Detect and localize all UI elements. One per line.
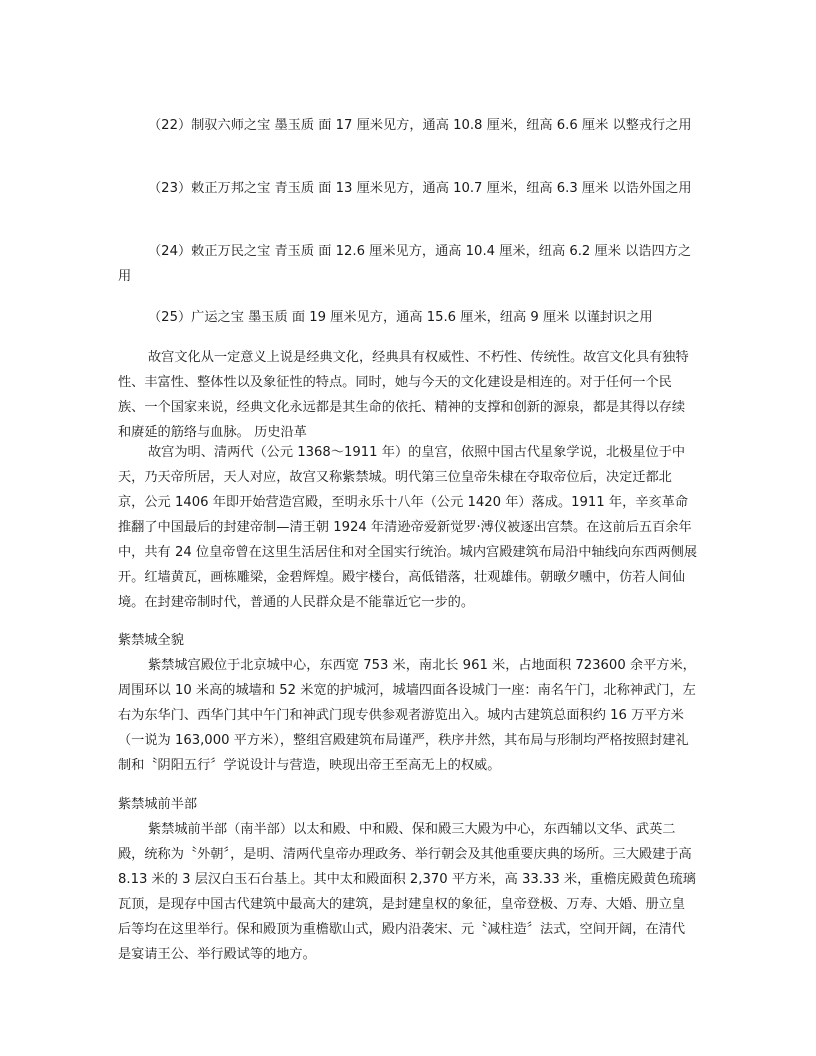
seal-entry-25: （25）广运之宝 墨玉质 面 19 厘米见方，通高 15.6 厘米，纽高 9 厘米 以谨封识之用 xyxy=(148,310,653,325)
culture-paragraph: 故宫文化从一定意义上说是经典文化，经典具有权威性、不朽性、传统性。故宫文化具有独特性、丰富性、整体性以及象征性的特点。同时，她与今天的文化建设是相连的。对于任何一个民族、一个国家来说，经典文化永远都是其生命的依托、精神的支撑和创新的源泉，都是其得以存续和赓延的筋络与血脉。 历史沿革 xyxy=(118,350,689,440)
overview-paragraph: 紫禁城宫殿位于北京城中心，东西宽 753 米，南北长 961 米，占地面积 723600 余平方米，周围环以 10 米高的城墙和 52 米宽的护城河，城墙四面各设城门一座：南名午门，北称神武门，左右为东华门、西华门其中午门和神武门现专供参观者游览出入。城内古建筑总面积约 16 万平方米（一说为 163,000 平方米），整组宫殿建筑布局谨严，秩序井然，其布局与形制均严格按照封建礼制和〝阴阳五行〞学说设计与营造，映现出帝王至高无上的权威。 xyxy=(118,658,696,773)
seal-entry-23: （23）敕正万邦之宝 青玉质 面 13 厘米见方，通高 10.7 厘米，纽高 6.3 厘米 以诰外国之用 xyxy=(148,181,692,196)
section-heading-front-half: 紫禁城前半部 xyxy=(118,797,198,812)
history-paragraph: 故宫为明、清两代（公元 1368～1911 年）的皇宫，依照中国古代星象学说，北极星位于中天，乃天帝所居，天人对应，故宫又称紫禁城。明代第三位皇帝朱棣在夺取帝位后，决定迁都北京，公元 1406 年即开始营造宫殿，至明永乐十八年（公元 1420 年）落成。1911 年，辛亥革命推翻了中国最后的封建帝制—清王朝 1924 年清逊帝爱新觉罗·溥仪被逐出宫禁。在这前后五百余年中，共有 24 位皇帝曾在这里生活居住和对全国实行统治。城内宫殿建筑布局沿中轴线向东西两侧展开。红墙黄瓦，画栋雕梁，金碧辉煌。殿宇楼台，高低错落，壮观雄伟。朝暾夕曛中，仿若人间仙境。在封建帝制时代，普通的人民群众是不能靠近它一步的。 xyxy=(118,445,698,610)
section-heading-overview: 紫禁城全貌 xyxy=(118,633,184,648)
seal-entry-24: （24）敕正万民之宝 青玉质 面 12.6 厘米见方，通高 10.4 厘米，纽高 6.2 厘米 以诰四方之用 xyxy=(118,244,692,284)
seal-entry-22: （22）制驭六师之宝 墨玉质 面 17 厘米见方，通高 10.8 厘米，纽高 6.6 厘米 以整戎行之用 xyxy=(148,118,692,133)
front-half-paragraph: 紫禁城前半部（南半部）以太和殿、中和殿、保和殿三大殿为中心，东西辅以文华、武英二殿，统称为〝外朝〞，是明、清两代皇帝办理政务、举行朝会及其他重要庆典的场所。三大殿建于高 8.13 米的 3 层汉白玉石台基上。其中太和殿面积 2,370 平方米，高 33.33 米，重檐庑殿黄色琉璃瓦顶，是现存中国古代建筑中最高大的建筑，是封建皇权的象征，皇帝登极、万寿、大婚、册立皇后等均在这里举行。保和殿顶为重檐歇山式，殿内沿袭宋、元〝减柱造〞法式，空间开阔，在清代是宴请王公、举行殿试等的地方。 xyxy=(118,822,696,962)
